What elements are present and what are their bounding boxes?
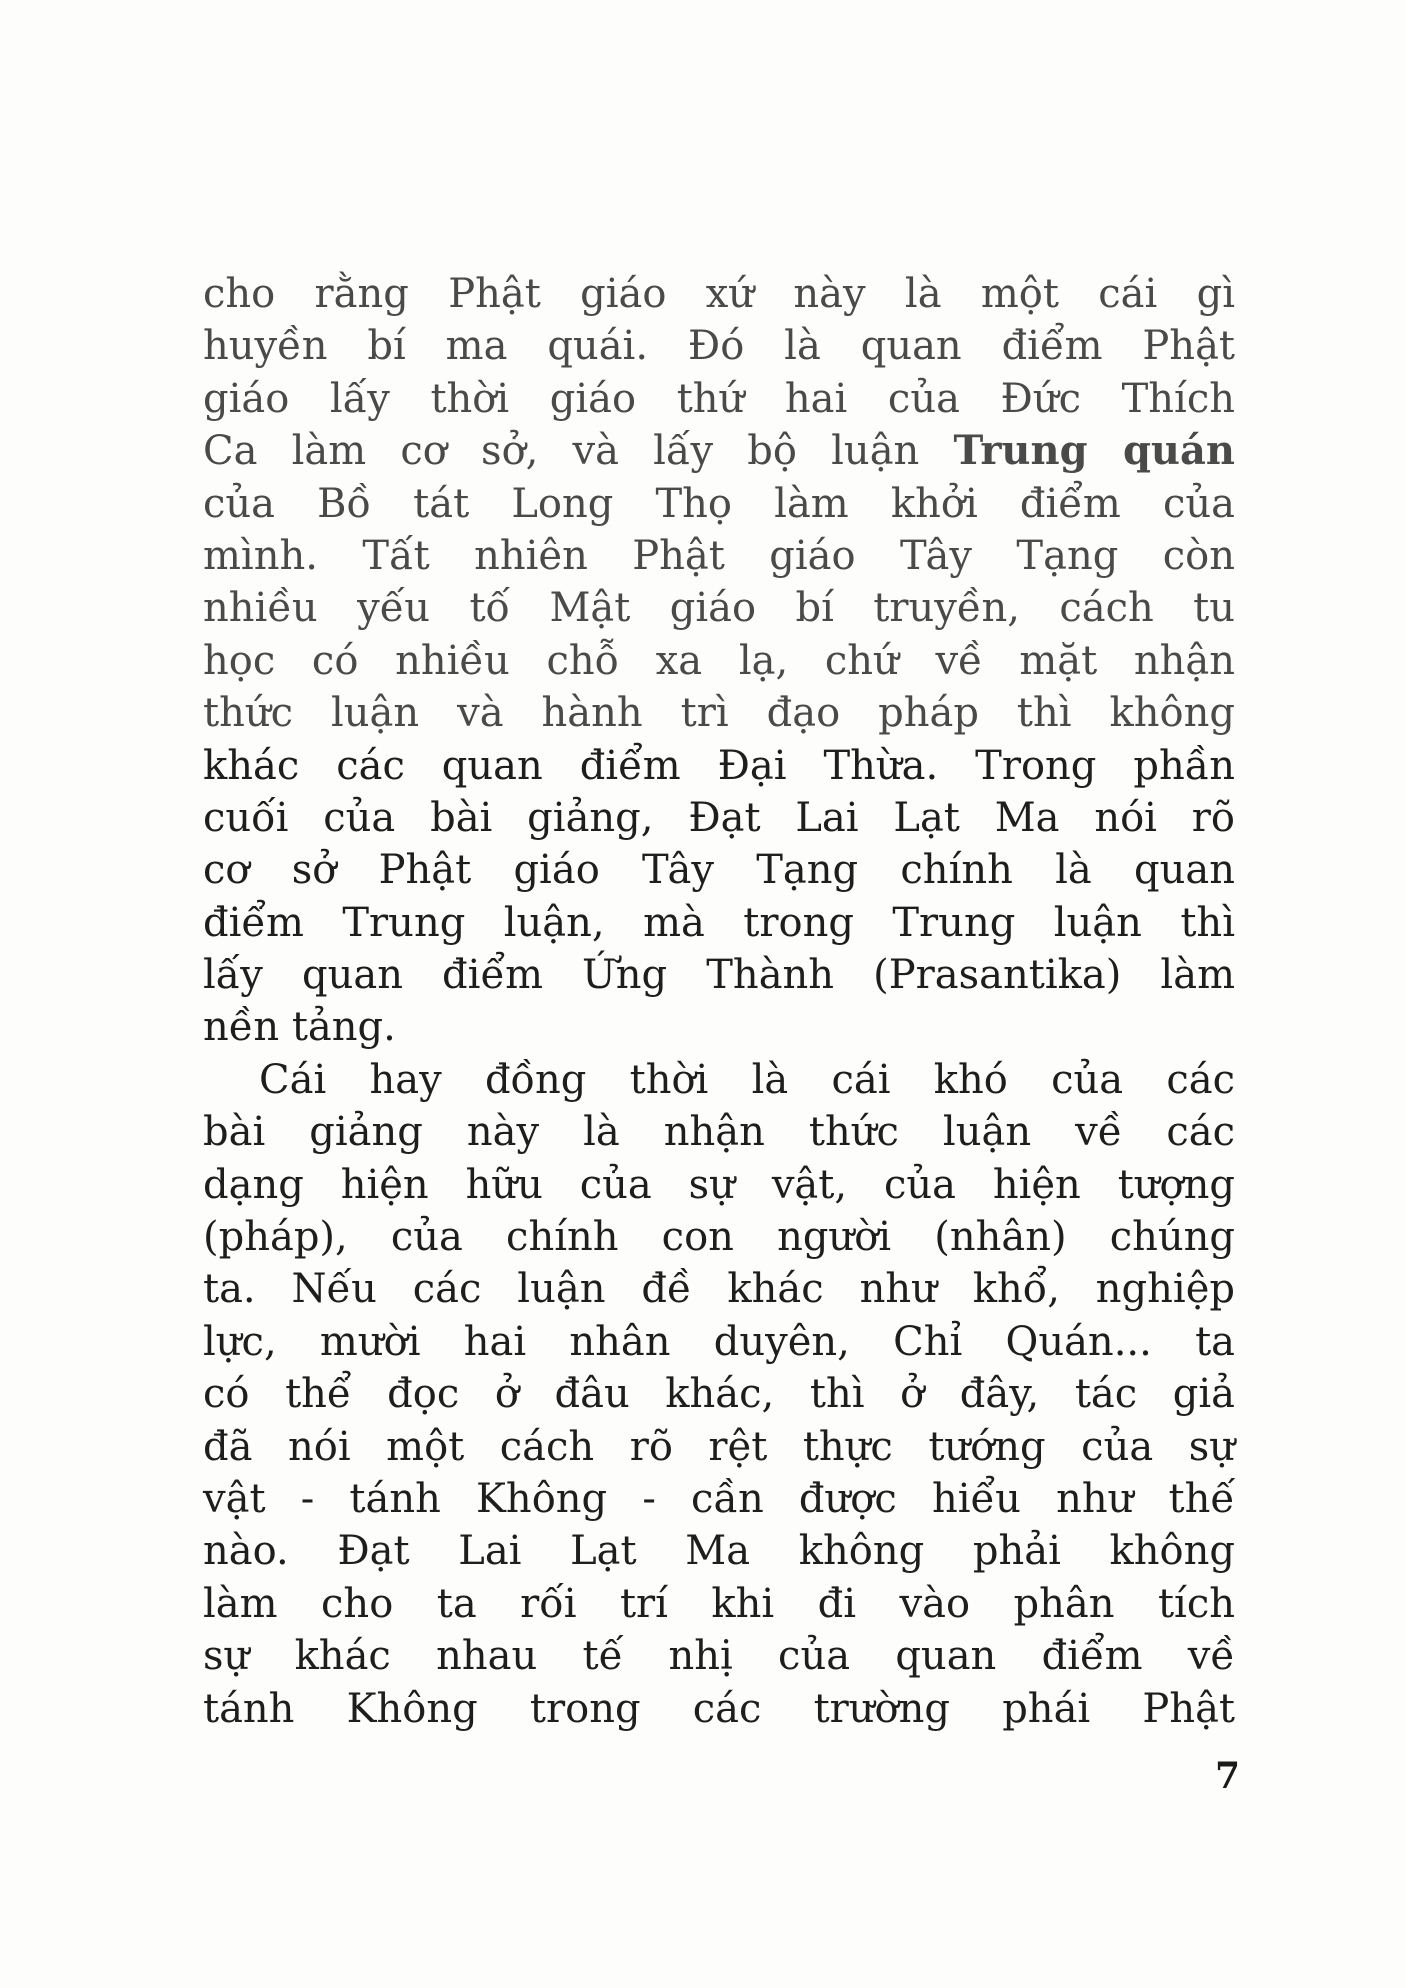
text-line-10: khác các quan điểm Đại Thừa. Trong phần — [203, 742, 1235, 789]
text-line-16: Cái hay đồng thời là cái khó của các — [259, 1056, 1235, 1103]
bold-term: Trung quán — [953, 427, 1236, 475]
text-line-9: thức luận và hành trì đạo pháp thì không — [203, 690, 1235, 737]
text-line-8: học có nhiều chỗ xa lạ, chứ về mặt nhận — [203, 637, 1235, 684]
text-line-5: của Bồ tát Long Thọ làm khởi điểm của — [203, 480, 1235, 527]
text-line-27: sự khác nhau tế nhị của quan điểm về — [203, 1633, 1235, 1680]
text-line-7: nhiều yếu tố Mật giáo bí truyền, cách tu — [203, 585, 1235, 632]
text-line-4 — [203, 425, 1235, 477]
text-line-20: ta. Nếu các luận đề khác như khổ, nghiệp — [203, 1266, 1235, 1313]
text-line-18: dạng hiện hữu của sự vật, của hiện tượng — [203, 1161, 1235, 1208]
text-line-22: có thể đọc ở đâu khác, thì ở đây, tác giả — [203, 1371, 1235, 1418]
text-line-3: giáo lấy thời giáo thứ hai của Đức Thích — [203, 375, 1235, 422]
body-text — [203, 268, 1235, 1735]
text-line-26: làm cho ta rối trí khi đi vào phân tích — [203, 1580, 1235, 1627]
text-line-11: cuối của bài giảng, Đạt Lai Lạt Ma nói rõ — [203, 794, 1235, 841]
text-line-23: đã nói một cách rõ rệt thực tướng của sự — [203, 1423, 1235, 1470]
text-line-24: vật - tánh Không - cần được hiểu như thế — [203, 1475, 1235, 1522]
page-number: 7 — [1214, 1755, 1240, 1797]
text-line-12: cơ sở Phật giáo Tây Tạng chính là quan — [203, 847, 1235, 894]
text-line-4-start: Ca làm cơ sở, và lấy bộ luận — [203, 428, 954, 475]
text-line-28: tánh Không trong các trường phái Phật — [203, 1685, 1235, 1732]
text-line-13: điểm Trung luận, mà trong Trung luận thì — [203, 899, 1235, 946]
text-line-21: lực, mười hai nhân duyên, Chỉ Quán... ta — [203, 1318, 1235, 1365]
text-line-6: mình. Tất nhiên Phật giáo Tây Tạng còn — [203, 532, 1235, 579]
text-line-2: huyền bí ma quái. Đó là quan điểm Phật — [203, 323, 1235, 370]
text-line-19: (pháp), của chính con người (nhân) chúng — [203, 1214, 1235, 1261]
text-line-15: nền tảng. — [203, 1004, 396, 1051]
text-line-17: bài giảng này là nhận thức luận về các — [203, 1109, 1235, 1156]
text-line-25: nào. Đạt Lai Lạt Ma không phải không — [203, 1528, 1235, 1575]
text-line-14: lấy quan điểm Ứng Thành (Prasantika) làm — [203, 952, 1235, 999]
text-line-1: cho rằng Phật giáo xứ này là một cái gì — [203, 271, 1235, 317]
